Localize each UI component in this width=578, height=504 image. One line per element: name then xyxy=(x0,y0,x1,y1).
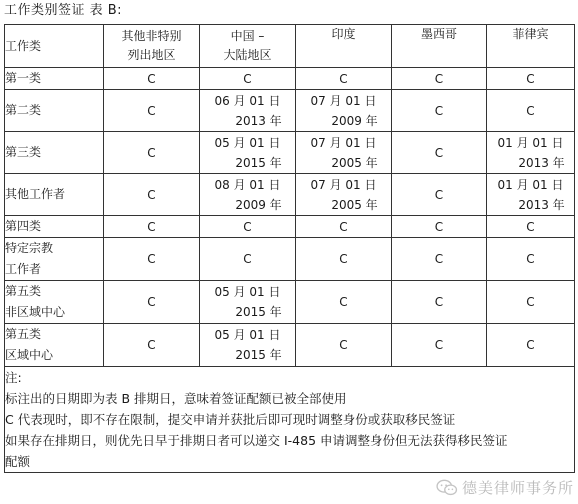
table-cell: C xyxy=(200,238,296,281)
row-label: 特定宗教 工作者 xyxy=(5,238,104,281)
table-cell: 06 月 01 日 2013 年 xyxy=(200,90,296,132)
table-cell: C xyxy=(104,238,200,281)
table-cell: C xyxy=(392,68,487,90)
table-cell: 07 月 01 日 2009 年 xyxy=(296,90,392,132)
header-row xyxy=(5,25,575,68)
table-cell: C xyxy=(104,324,200,367)
row-label: 第五类 非区域中心 xyxy=(5,281,104,324)
table-cell: C xyxy=(392,132,487,174)
watermark xyxy=(436,477,574,498)
table-cell: C xyxy=(392,216,487,238)
visa-bulletin-table xyxy=(4,24,575,473)
row-label: 第二类 xyxy=(5,90,104,132)
note-line: C 代表现时，即不存在限制，提交申请并获批后即可现时调整身份或获取移民签证 xyxy=(5,412,456,427)
table-cell: 05 月 01 日 2015 年 xyxy=(200,132,296,174)
table-cell: C xyxy=(296,281,392,324)
table-cell: 01 月 01 日 2013 年 xyxy=(487,174,575,216)
table-cell: C xyxy=(487,281,575,324)
note-line: 如果存在排期日，则优先日早于排期日者可以递交 I-485 申请调整身份但无法获得移民签证 xyxy=(5,433,508,448)
table-row xyxy=(5,90,575,132)
table-title: 工作类别签证 表 B: xyxy=(4,3,123,18)
table-cell: 01 月 01 日 2013 年 xyxy=(487,132,575,174)
notes-cell xyxy=(5,367,575,473)
table-cell: C xyxy=(392,281,487,324)
table-cell: 08 月 01 日 2009 年 xyxy=(200,174,296,216)
table-cell: C xyxy=(392,324,487,367)
header-china-mainland: 中国 – 大陆地区 xyxy=(200,25,296,68)
table-cell: C xyxy=(392,174,487,216)
table-cell: C xyxy=(200,68,296,90)
table-cell: C xyxy=(487,68,575,90)
table-cell: 05 月 01 日 2015 年 xyxy=(200,324,296,367)
table-cell: 07 月 01 日 2005 年 xyxy=(296,132,392,174)
table-row xyxy=(5,132,575,174)
table-cell: C xyxy=(296,238,392,281)
table-cell: C xyxy=(104,90,200,132)
table-cell: C xyxy=(104,132,200,174)
header-india: 印度 xyxy=(296,25,392,68)
table-cell: C xyxy=(487,90,575,132)
row-label: 其他工作者 xyxy=(5,174,104,216)
table-row xyxy=(5,281,575,324)
watermark-text: 德美律师事务所 xyxy=(461,479,574,497)
header-category: 工作类 xyxy=(5,25,104,68)
header-other-countries: 其他非特别 列出地区 xyxy=(104,25,200,68)
table-cell: C xyxy=(200,216,296,238)
table-cell: C xyxy=(487,216,575,238)
table-cell: C xyxy=(296,216,392,238)
table-row xyxy=(5,174,575,216)
table-cell: C xyxy=(104,174,200,216)
row-label: 第三类 xyxy=(5,132,104,174)
table-row xyxy=(5,216,575,238)
notes-row xyxy=(5,367,575,473)
table-cell: C xyxy=(487,324,575,367)
table-cell: C xyxy=(104,68,200,90)
wechat-icon xyxy=(436,479,458,497)
table-cell: C xyxy=(104,216,200,238)
row-label: 第四类 xyxy=(5,216,104,238)
note-line: 配额 xyxy=(5,454,31,469)
table-cell: 05 月 01 日 2015 年 xyxy=(200,281,296,324)
table-cell: C xyxy=(296,324,392,367)
note-line: 标注出的日期即为表 B 排期日，意味着签证配额已被全部使用 xyxy=(5,391,347,406)
table-row xyxy=(5,238,575,281)
header-mexico: 墨西哥 xyxy=(392,25,487,68)
header-philippines: 菲律宾 xyxy=(487,25,575,68)
table-cell: C xyxy=(296,68,392,90)
table-row xyxy=(5,324,575,367)
row-label: 第五类 区域中心 xyxy=(5,324,104,367)
table-row xyxy=(5,68,575,90)
table-cell: C xyxy=(487,238,575,281)
row-label: 第一类 xyxy=(5,68,104,90)
table-cell: C xyxy=(392,90,487,132)
table-cell: C xyxy=(392,238,487,281)
table-cell: C xyxy=(104,281,200,324)
notes-heading: 注: xyxy=(5,370,22,385)
table-cell: 07 月 01 日 2005 年 xyxy=(296,174,392,216)
